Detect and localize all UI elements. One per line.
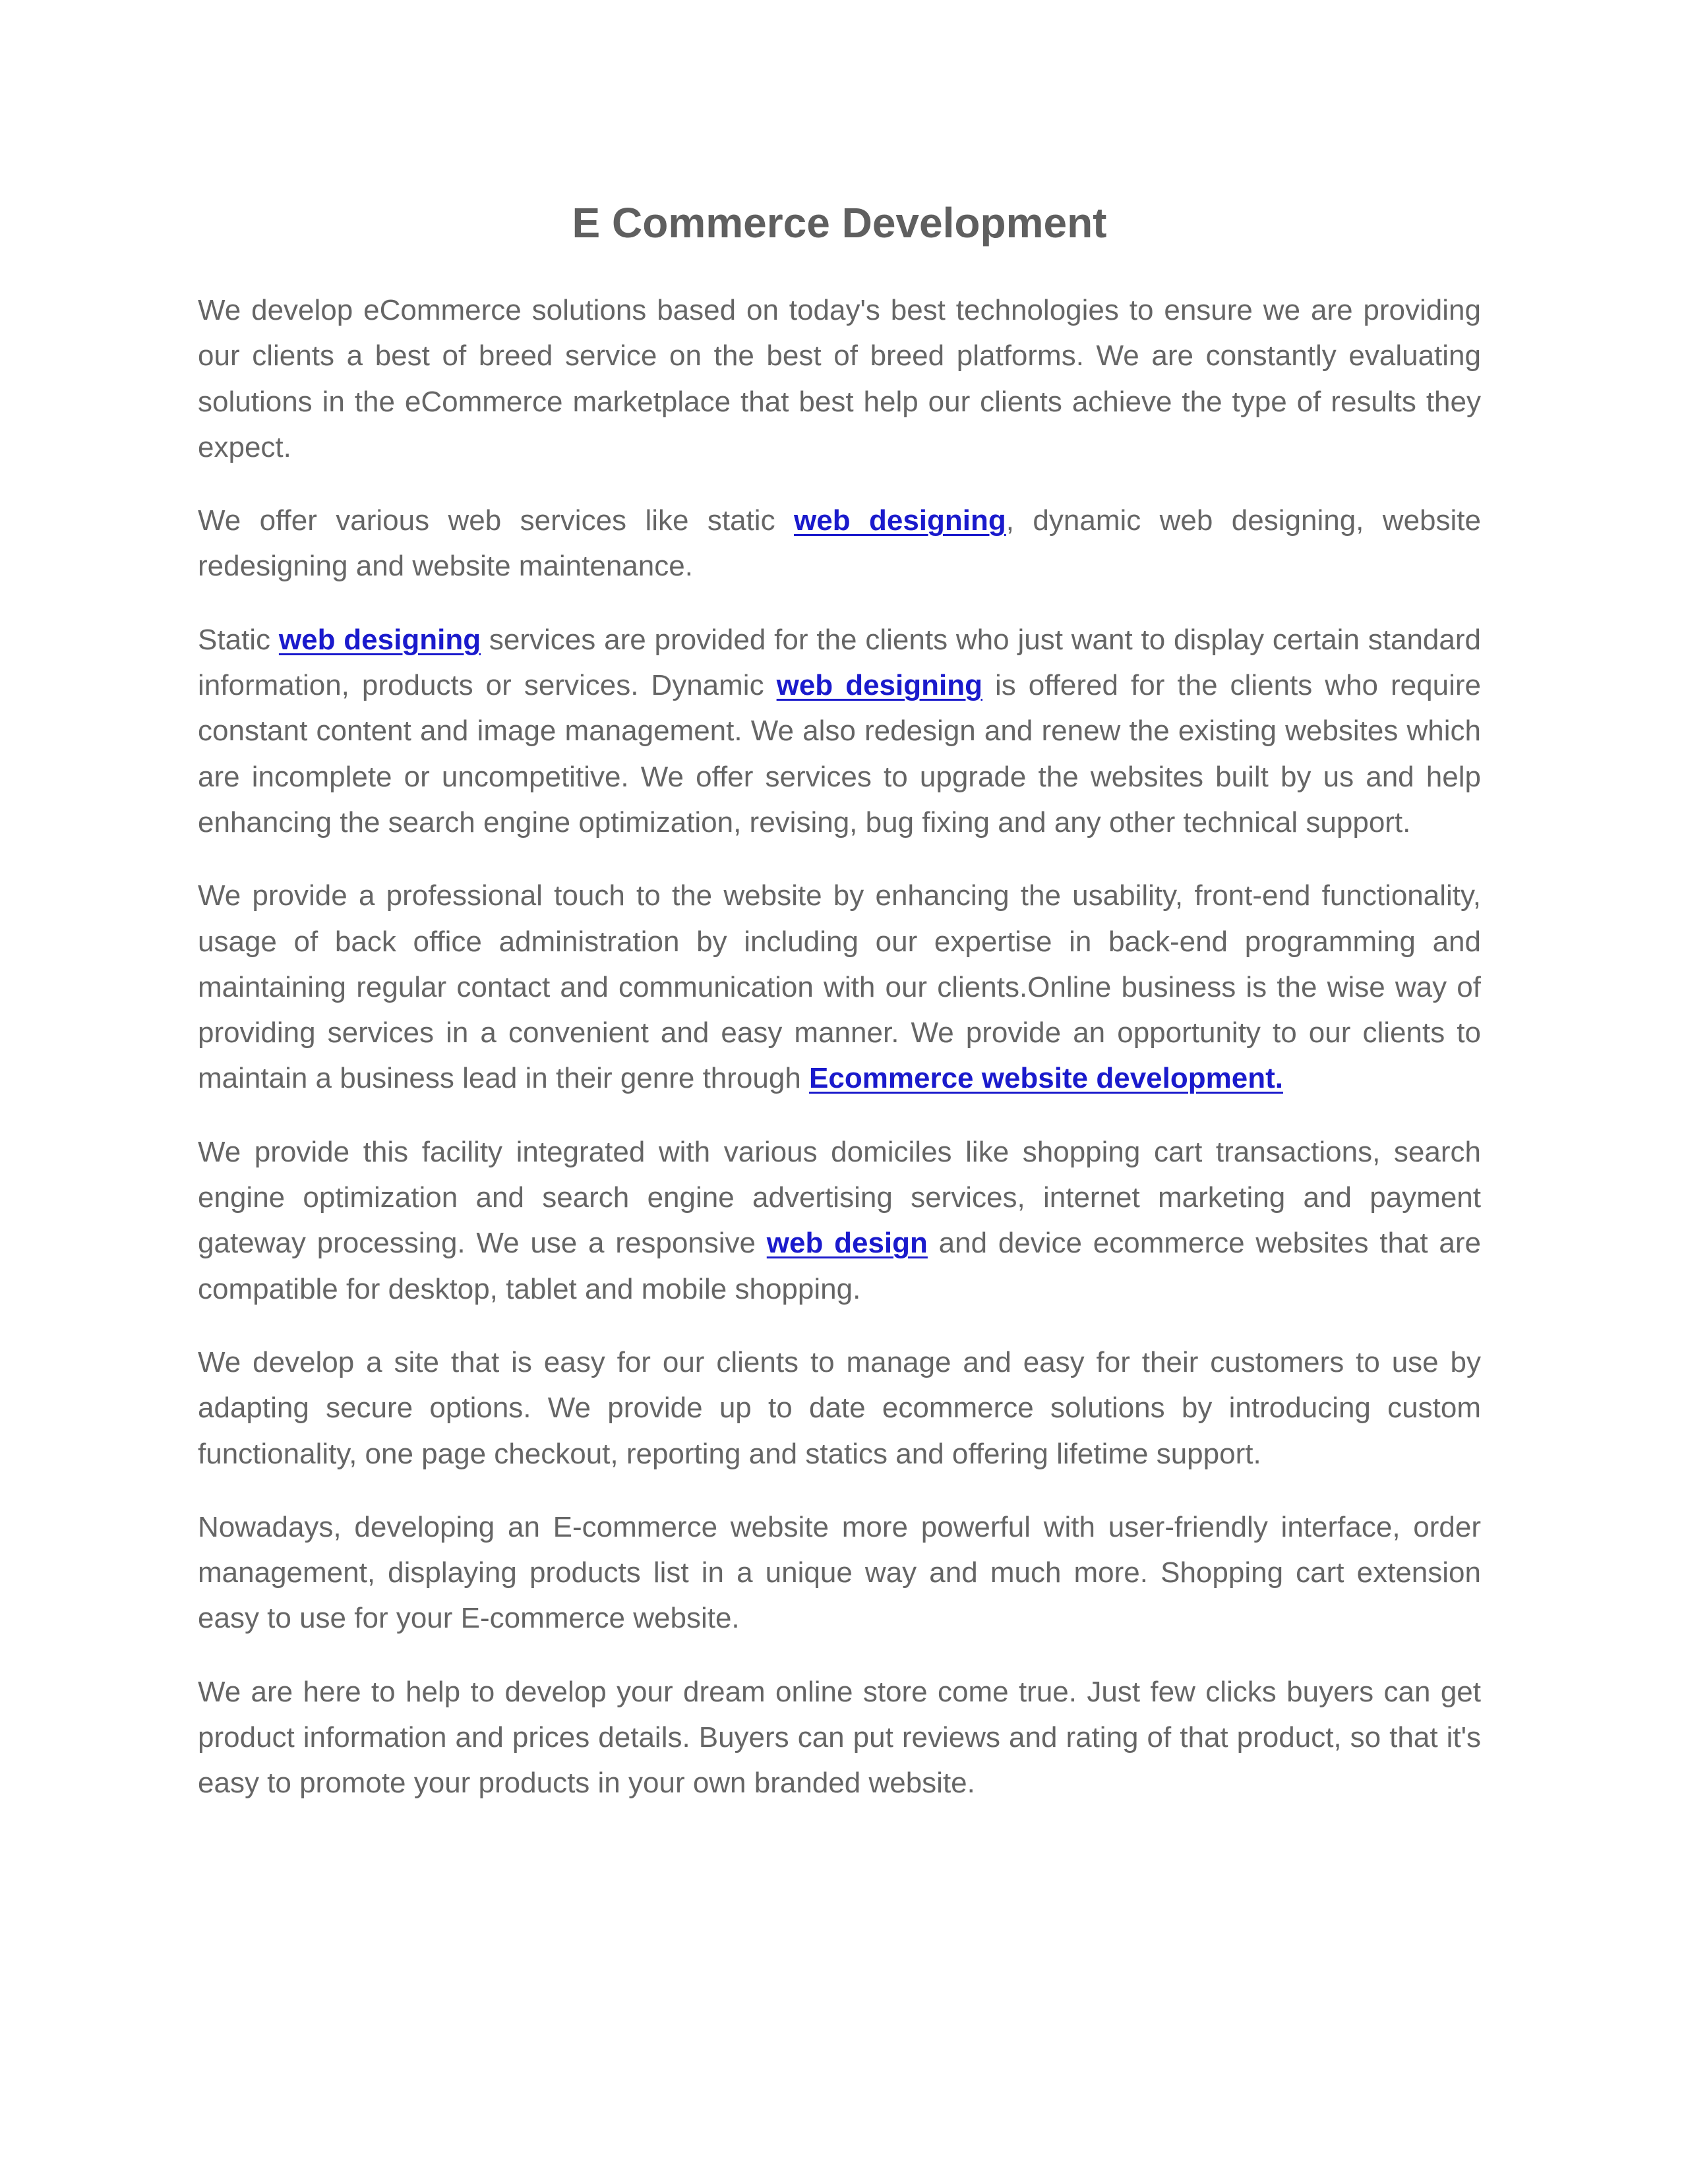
paragraph-text: services are provided for the clients who just want to display certain standard information, products or services. Dynamic xyxy=(198,623,1481,702)
paragraph-intro: We develop eCommerce solutions based on today's best technologies to ensure we are providing our clients a best of breed service on the best of breed platforms. We are constantly evaluating solutions in the eCommerce marketplace that best help our clients achieve the type of results they expect. xyxy=(198,294,1481,463)
paragraph-text: , dynamic web designing, website redesigning and website maintenance. xyxy=(198,504,1481,583)
web-designing-link[interactable]: web designing xyxy=(776,669,982,702)
ecommerce-website-development-link[interactable]: Ecommerce website development. xyxy=(809,1062,1283,1095)
web-designing-link[interactable]: web designing xyxy=(794,504,1006,537)
paragraph-text: We offer various web services like static xyxy=(198,504,794,537)
page-title: E Commerce Development xyxy=(572,199,1107,247)
paragraph-facility xyxy=(198,1129,1481,1312)
web-design-link[interactable]: web design xyxy=(766,1227,928,1260)
paragraph-text: We provide a professional touch to the website by enhancing the usability, front-end functionality, usage of back office administration by including our expertise in back-end programming and maintaining regular contact and communication with our clients.Online business is the wise way of providing services in a convenient and easy manner. We provide an opportunity to our clients to maintain a business lead in their genre through xyxy=(198,879,1481,1095)
paragraph-text: and device ecommerce websites that are compatible for desktop, tablet and mobile shopping. xyxy=(198,1227,1482,1305)
paragraph-professional-touch xyxy=(198,873,1481,1101)
paragraph-easy-site: We develop a site that is easy for our clients to manage and easy for their customers to use by adapting secure options. We provide up to date ecommerce solutions by introducing custom functionality, one page checkout, reporting and statics and offering lifetime support. xyxy=(198,1345,1481,1470)
paragraph-dream-store: We are here to help to develop your dream online store come true. Just few clicks buyers can get product information and prices details. Buyers can put reviews and rating of that product, so that it's easy to promote your products in your own branded website. xyxy=(198,1675,1481,1800)
document-body xyxy=(198,191,1481,1834)
web-designing-link[interactable]: web designing xyxy=(278,623,481,656)
paragraph-static-dynamic xyxy=(198,617,1481,845)
paragraph-text: Static xyxy=(198,623,279,656)
paragraph-web-services xyxy=(198,498,1481,589)
paragraph-text: We provide this facility integrated with various domiciles like shopping cart transactions, search engine optimization and search engine advertising services, internet marketing and payment gateway processing. We use a responsive xyxy=(198,1135,1481,1260)
paragraph-nowadays: Nowadays, developing an E-commerce website more powerful with user-friendly interface, order management, displaying products list in a unique way and much more. Shopping cart extension easy to use for your E-commerce website. xyxy=(198,1510,1481,1635)
paragraph-text: is offered for the clients who require constant content and image management. We also redesign and renew the existing websites which are incomplete or uncompetitive. We offer services to upgrade the websites built by us and help enhancing the search engine optimization, revising, bug fixing and any other technical support. xyxy=(198,669,1481,839)
